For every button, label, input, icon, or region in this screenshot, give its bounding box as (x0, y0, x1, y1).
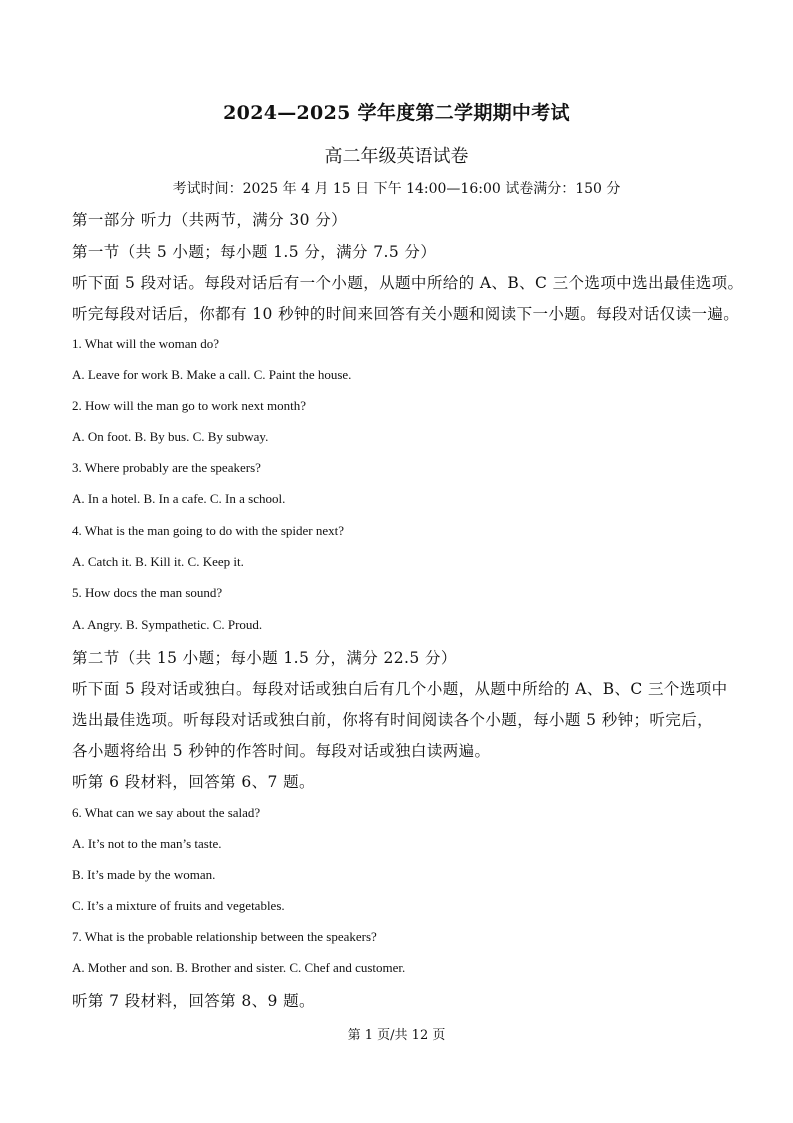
material-7-heading: 听第 7 段材料，回答第 8、9 题。 (72, 992, 315, 1010)
question-7: 7. What is the probable relationship between the speakers? (72, 929, 377, 944)
question-4: 4. What is the man going to do with the spider next? (72, 523, 344, 538)
question-2-options: A. On foot. B. By bus. C. By subway. (72, 429, 269, 444)
exam-title: 2024—2025 学年度第二学期期中考试 (223, 102, 570, 124)
question-6-option-b: B. It’s made by the woman. (72, 867, 216, 882)
page-number: 第 1 页/共 12 页 (347, 1028, 446, 1043)
exam-subtitle: 高二年级英语试卷 (324, 146, 469, 167)
question-6-option-c: C. It’s a mixture of fruits and vegetables. (72, 898, 285, 913)
section1-heading: 第一节（共 5 小题；每小题 1.5 分，满分 7.5 分） (72, 243, 437, 261)
question-1-options: A. Leave for work B. Make a call. C. Paint the house. (72, 367, 352, 382)
section2-instruction-line-3: 各小题将给出 5 秒钟的作答时间。每段对话或独白读两遍。 (72, 742, 491, 760)
section2-instruction-line-2: 选出最佳选项。听每段对话或独白前，你将有时间阅读各个小题，每小题 5 秒钟；听完后， (72, 711, 714, 729)
section2-instruction-line-1: 听下面 5 段对话或独白。每段对话或独白后有几个小题，从题中所给的 A、B、C 三个选项中 (72, 680, 728, 698)
section2-heading: 第二节（共 15 小题；每小题 1.5 分，满分 22.5 分） (72, 649, 457, 667)
question-2: 2. How will the man go to work next month? (72, 398, 306, 413)
question-5-options: A. Angry. B. Sympathetic. C. Proud. (72, 617, 263, 632)
question-1: 1. What will the woman do? (72, 336, 220, 351)
section1-instruction-line-2: 听完每段对话后，你都有 10 秒钟的时间来回答有关小题和阅读下一小题。每段对话仅读一遍。 (72, 305, 740, 323)
question-3: 3. Where probably are the speakers? (72, 460, 261, 475)
question-5: 5. How docs the man sound? (72, 585, 223, 600)
part1-heading: 第一部分 听力（共两节，满分 30 分） (72, 211, 348, 229)
question-6: 6. What can we say about the salad? (72, 805, 261, 820)
question-7-options: A. Mother and son. B. Brother and sister. C. Chef and customer. (72, 960, 406, 975)
exam-info: 考试时间：2025 年 4 月 15 日 下午 14:00—16:00 试卷满分：150 分 (172, 181, 621, 197)
question-4-options: A. Catch it. B. Kill it. C. Keep it. (72, 554, 244, 569)
section1-instruction-line-1: 听下面 5 段对话。每段对话后有一个小题，从题中所给的 A、B、C 三个选项中选出最佳选项。 (72, 274, 744, 292)
question-6-option-a: A. It’s not to the man’s taste. (72, 836, 222, 851)
question-3-options: A. In a hotel. B. In a cafe. C. In a school. (72, 491, 286, 506)
material-6-heading: 听第 6 段材料，回答第 6、7 题。 (72, 773, 315, 791)
